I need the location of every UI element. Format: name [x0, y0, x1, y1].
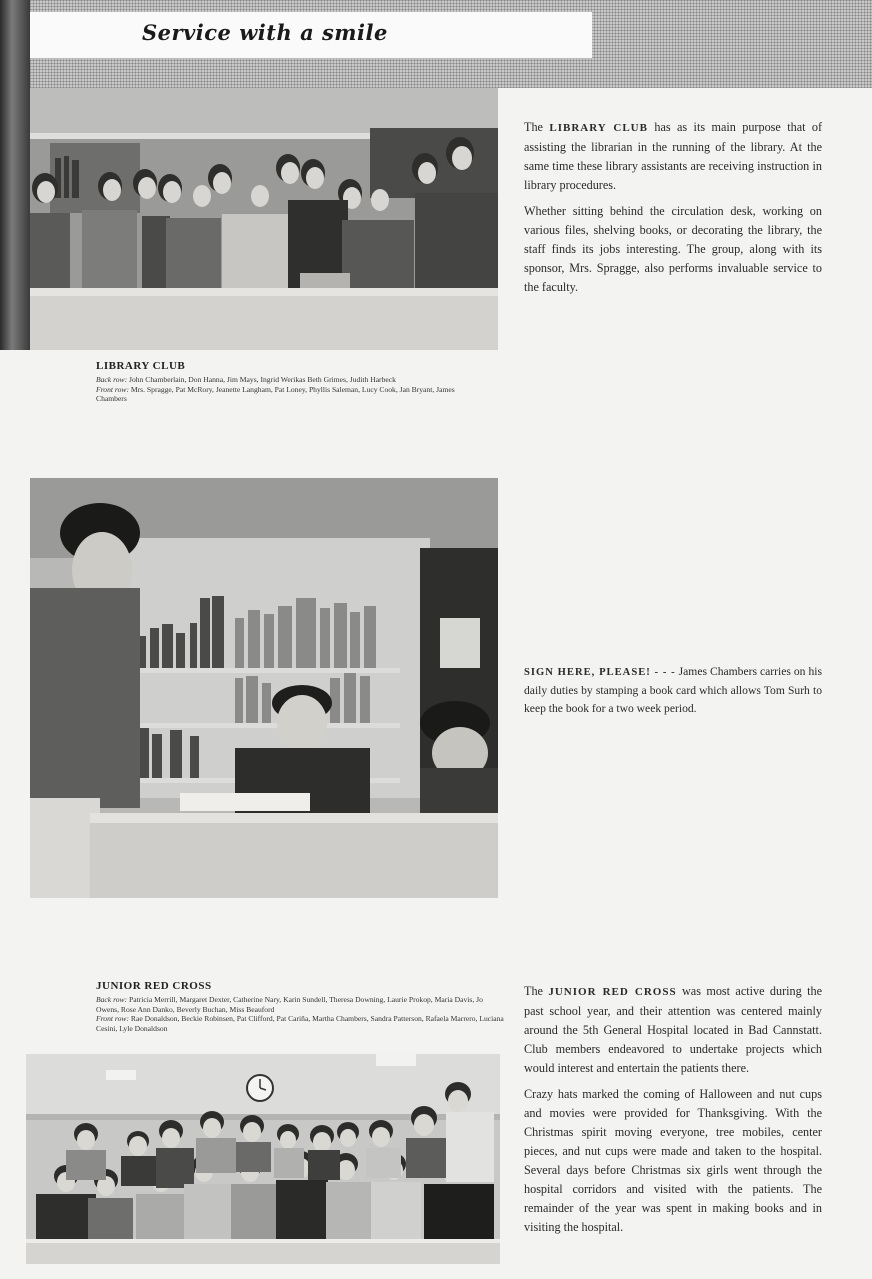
book-spine-shadow: [0, 0, 30, 350]
library-club-caption-title: LIBRARY CLUB: [96, 360, 186, 372]
back-row-label: Back row:: [96, 375, 128, 384]
front-row-label: Front row:: [96, 384, 129, 394]
library-club-front-row: Mrs. Spragge, Pat McRory, Jeanette Langham, Pat Loney, Phyllis Saleman, Lucy Cook, Jan Bryant, James Chambers: [96, 384, 455, 403]
jrc-caption: [96, 995, 504, 1033]
title-box: [30, 12, 592, 59]
jrc-paragraph-2: Crazy hats marked the coming of Halloween and nut cups and movies were provided for Thanksgiving. With the Christmas spirit moving everyone, tree mobiles, center pieces, and nut cups were made and taken to the hospital. Several days before Christmas six girls went through the hospital corridors and visited with the patients. The remainder of the year was spent in making books and in visiting the hospital.: [524, 1087, 822, 1234]
library-club-text: The LIBRARY CLUB has as its main purpose that of assisting the librarian in the running of the library. At the same time these library assistants are receiving instruction in library procedures. Whether sitting behind the circulation desk, working on various files, shelving books, or decorating the library, the staff finds its jobs interesting. The group, along with its sponsor, Mrs. Spragge, also performs invaluable service to the faculty.: [524, 118, 822, 304]
jrc-front-row: Rae Donaldson, Beckie Robinsen, Pat Clifford, Pat Cariña, Martha Chambers, Sandra Patterson, Rafaela Marrero, Luciana Cesini, Lyle Donaldson: [96, 1014, 504, 1033]
junior-red-cross-photo: [26, 1054, 500, 1264]
jrc-name: JUNIOR RED CROSS: [548, 986, 677, 998]
jrc-text: The JUNIOR RED CROSS was most active during the past school year, and their attention was centered mainly around the 5th General Hospital located in Bad Cannstatt. Club members endeavored to undertake projects which would interest and entertain the patients there. Crazy hats marked the coming of Halloween and nut cups and movies were provided for Thanksgiving. With the Christmas spirit moving everyone, tree mobiles, center pieces, and nut cups were made and taken to the hospital. Several days before Christmas six girls went through the hospital corridors and visited with the patients. The remainder of the year was spent in making books and in visiting the hospital.: [524, 982, 822, 1244]
sign-here-heading: SIGN HERE, PLEASE! - - -: [524, 667, 676, 678]
library-club-name: LIBRARY CLUB: [549, 122, 648, 134]
library-club-caption: [96, 375, 486, 404]
back-row-label: Back row:: [96, 995, 128, 1004]
library-club-photo: [30, 88, 498, 350]
jrc-caption-title: JUNIOR RED CROSS: [96, 980, 212, 992]
library-club-paragraph-2: Whether sitting behind the circulation desk, working on various files, shelving books, or decorating the library, the staff finds its jobs interesting. The group, along with its sponsor, Mrs. Spragge, also performs invaluable service to the faculty.: [524, 204, 822, 294]
page-title: Service with a smile: [142, 20, 388, 45]
sign-here-text: [524, 663, 822, 718]
front-row-label: Front row:: [96, 1014, 129, 1023]
jrc-back-row: Patricia Merrill, Margaret Dexter, Catherine Nary, Karin Sundell, Theresa Downing, Laurie Prokop, Maria Davis, Jo Owens, Rose Ann Danko, Beverly Buchan, Miss Beauford: [96, 995, 483, 1014]
library-club-back-row: John Chamberlain, Don Hanna, Jim Mays, Ingrid Werikas Beth Grimes, Judith Harbeck: [129, 375, 396, 384]
sign-here-body: James Chambers carries on his daily duties by stamping a book card which allows Tom Surh to keep the book for a two week period.: [524, 665, 822, 715]
sign-here-photo: [30, 478, 498, 898]
